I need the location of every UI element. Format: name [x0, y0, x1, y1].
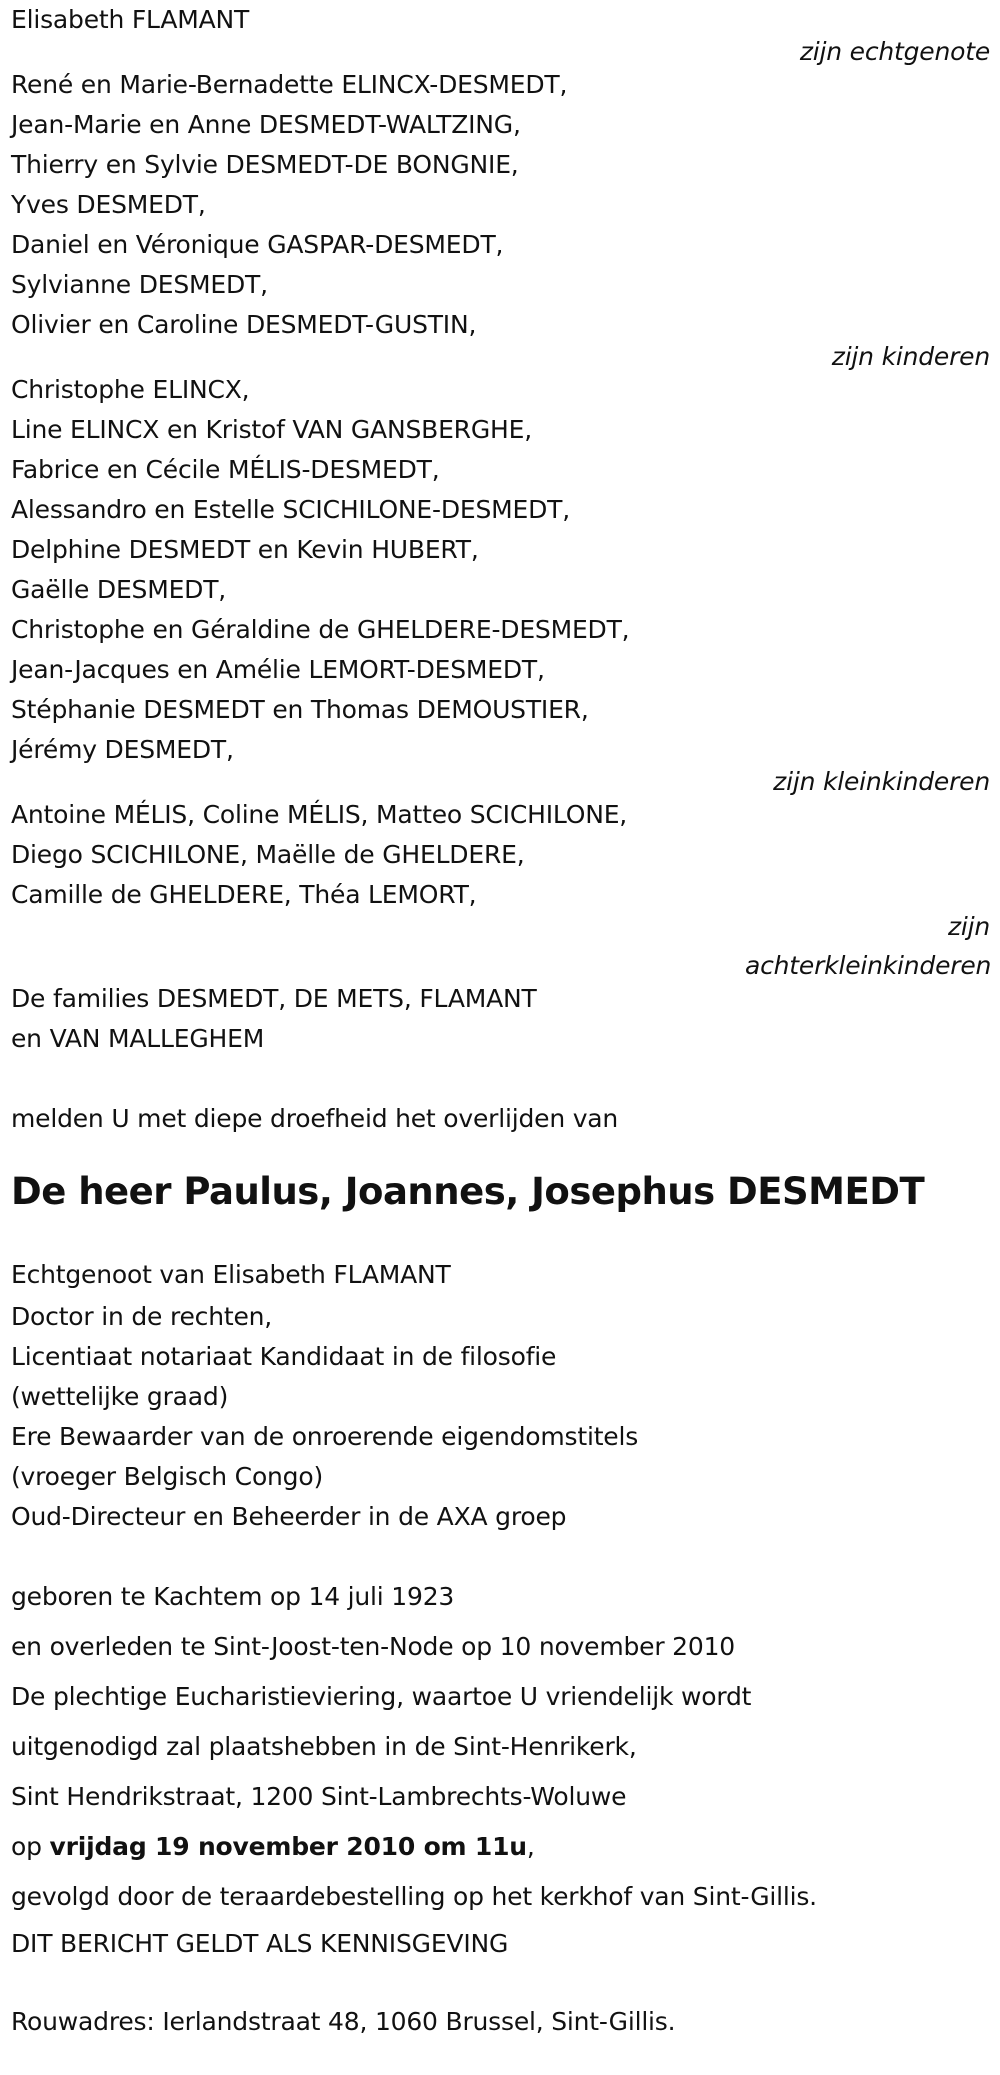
spouse-line: Echtgenoot van Elisabeth FLAMANT [11, 1260, 451, 1289]
family-line: Alessandro en Estelle SCICHILONE-DESMEDT, [11, 495, 570, 524]
family-line: René en Marie-Bernadette ELINCX-DESMEDT, [11, 70, 568, 99]
title-line: Ere Bewaarder van de onroerende eigendomstitels [11, 1422, 639, 1451]
children-group [11, 65, 990, 376]
family-line: Delphine DESMEDT en Kevin HUBERT, [11, 535, 479, 564]
notice-line: DIT BERICHT GELDT ALS KENNISGEVING [11, 1929, 509, 1958]
service-date-line [11, 1822, 990, 1872]
service-date: vrijdag 19 november 2010 om 11u [49, 1832, 527, 1861]
mourning-address: Rouwadres: Ierlandstraat 48, 1060 Brussel, Sint-Gillis. [11, 2007, 676, 2036]
family-line: Stéphanie DESMEDT en Thomas DEMOUSTIER, [11, 695, 589, 724]
title-line: Oud-Directeur en Beheerder in de AXA groep [11, 1502, 567, 1531]
relation-label: zijn achterkleinkinderen [745, 912, 992, 980]
family-line: Jérémy DESMEDT, [11, 735, 234, 764]
title-line: Doctor in de rechten, [11, 1302, 273, 1331]
obituary-notice [11, 0, 990, 2042]
families-group [11, 979, 990, 1059]
family-line: Daniel en Véronique GASPAR-DESMEDT, [11, 230, 504, 259]
spacer [11, 1059, 990, 1099]
family-line: Elisabeth FLAMANT [11, 5, 250, 34]
relation-label: zijn kinderen [831, 342, 990, 371]
announcement-text: melden U met diepe droefheid het overlijden van [11, 1104, 619, 1133]
grandchildren-group [11, 370, 990, 801]
family-line: Christophe ELINCX, [11, 375, 250, 404]
family-line: Yves DESMEDT, [11, 190, 206, 219]
date-suffix: , [526, 1832, 535, 1861]
title-line: (vroeger Belgisch Congo) [11, 1462, 323, 1491]
date-prefix: op [11, 1832, 50, 1861]
family-line: Jean-Jacques en Amélie LEMORT-DESMEDT, [11, 655, 545, 684]
family-line: Thierry en Sylvie DESMEDT-DE BONGNIE, [11, 150, 519, 179]
family-line: Camille de GHELDERE, Théa LEMORT, [11, 880, 477, 909]
family-line: en VAN MALLEGHEM [11, 1024, 265, 1053]
family-line: Christophe en Géraldine de GHELDERE-DESMEDT, [11, 615, 630, 644]
family-line: Gaëlle DESMEDT, [11, 575, 227, 604]
deceased-name: De heer Paulus, Joannes, Josephus DESMEDT [11, 1170, 925, 1213]
family-line: De families DESMEDT, DE METS, FLAMANT [11, 984, 537, 1013]
relation-label: zijn echtgenote [799, 37, 990, 66]
family-line: Sylvianne DESMEDT, [11, 270, 268, 299]
birth-line: geboren te Kachtem op 14 juli 1923 [11, 1582, 455, 1611]
family-line: Line ELINCX en Kristof VAN GANSBERGHE, [11, 415, 532, 444]
service-line: uitgenodigd zal plaatshebben in de Sint-Henrikerk, [11, 1732, 637, 1761]
death-line: en overleden te Sint-Joost-ten-Node op 10 november 2010 [11, 1632, 735, 1661]
family-line: Fabrice en Cécile MÉLIS-DESMEDT, [11, 455, 440, 484]
spouse-group [11, 0, 990, 71]
family-line: Antoine MÉLIS, Coline MÉLIS, Matteo SCICHILONE, [11, 800, 628, 829]
service-line: De plechtige Eucharistieviering, waartoe U vriendelijk wordt [11, 1682, 752, 1711]
deceased-titles [11, 1255, 990, 1537]
title-line: (wettelijke graad) [11, 1382, 229, 1411]
relation-label: zijn kleinkinderen [773, 767, 990, 796]
family-line: Olivier en Caroline DESMEDT-GUSTIN, [11, 310, 477, 339]
family-line: Diego SCICHILONE, Maëlle de GHELDERE, [11, 840, 525, 869]
burial-line: gevolgd door de teraardebestelling op het kerkhof van Sint-Gillis. [11, 1882, 817, 1911]
ceremony-details [11, 1572, 990, 1969]
church-address: Sint Hendrikstraat, 1200 Sint-Lambrechts-Woluwe [11, 1782, 627, 1811]
title-line: Licentiaat notariaat Kandidaat in de filosofie [11, 1342, 557, 1371]
family-line: Jean-Marie en Anne DESMEDT-WALTZING, [11, 110, 521, 139]
great-grandchildren-group [11, 795, 990, 985]
